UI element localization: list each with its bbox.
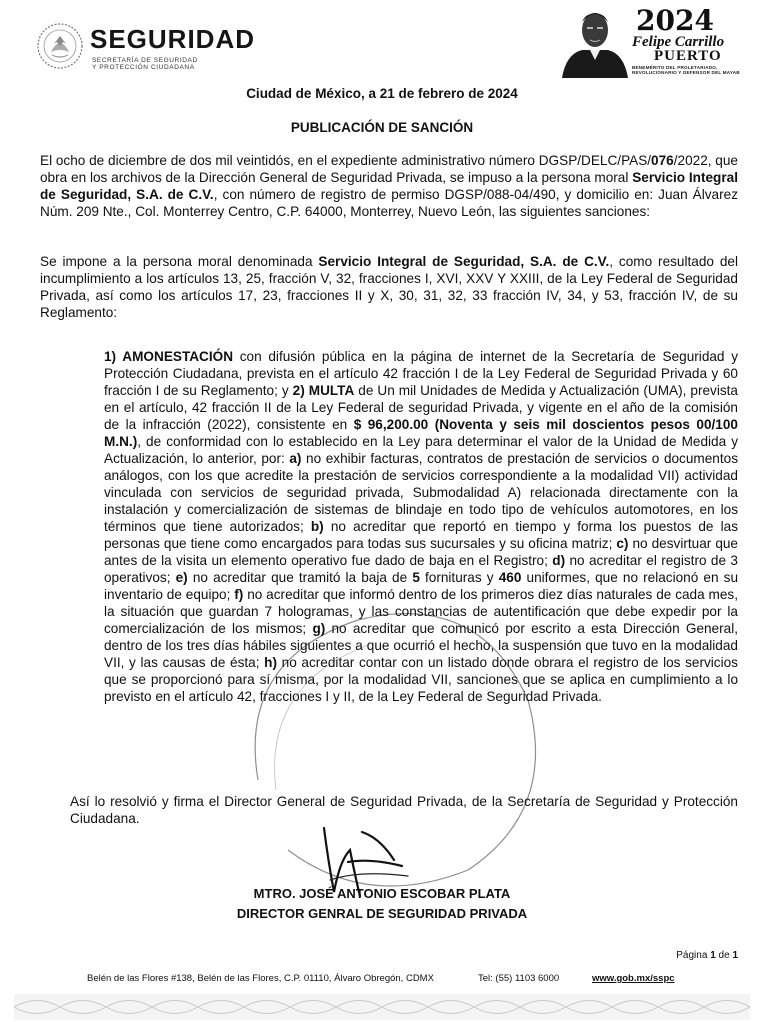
- sspc-logo: [36, 22, 276, 72]
- page-separator: de: [715, 950, 733, 961]
- text-run: no desvirtuar que antes de la visita un elemento operativo fue dado de baja en el Registro;: [104, 536, 738, 568]
- honoree-name-line1: Felipe Carrillo: [632, 34, 725, 50]
- brand-name: SEGURIDAD: [90, 24, 256, 54]
- year-label: 2024: [636, 4, 714, 37]
- text-run: , como resultado del incumplimiento a los artículos 13, 25, fracción V, 32, fracciones I, XVI, XXV Y XXIII, de la Ley Federal de Seguridad Privada, así como los artículos 17, 23, fracciones II y X, 30, 31, 32, 33 fracción IV, 34, y 53, fracción IV, de su Reglamento:: [40, 254, 738, 320]
- honoree-tagline-line2: REVOLUCIONARIO Y DEFENSOR DEL MAYAB: [632, 70, 740, 75]
- signatory-name: MTRO. JOSÉ ANTONIO ESCOBAR PLATA: [253, 886, 511, 901]
- page-number: [676, 950, 738, 961]
- item-label-f: f): [234, 587, 244, 602]
- brand-subtitle-line1: SECRETARÍA DE SEGURIDAD: [92, 57, 198, 64]
- text-run: no acreditar el registro de 3 operativos;: [104, 553, 738, 585]
- place-and-date: Ciudad de México, a 21 de febrero de 2024: [246, 86, 518, 101]
- text-run: /2022, que obra en los archivos de la Dirección General de Seguridad Privada, se impuso a la persona moral: [40, 153, 738, 185]
- text-run: , de conformidad con lo establecido en la Ley para determinar el valor de la Unidad de Medida y Actualización, lo anterior, por:: [104, 434, 738, 466]
- text-run: , con número de registro de permiso DGSP/088-04/490, y domicilio en: Juan Álvarez Núm. 209 Nte., Col. Monterrey Centro, C.P. 64000, Monterrey, Nuevo León, las siguientes sanciones:: [40, 187, 738, 219]
- footer-website-link[interactable]: www.gob.mx/sspc: [592, 973, 675, 984]
- company-name: Servicio Integral de Seguridad, S.A. de C.V.: [40, 170, 738, 202]
- text-run: fornituras y: [419, 570, 499, 585]
- text-run: no exhibir facturas, contratos de prestación de servicios o documentos análogos, con los que acredite la prestación de servicios correspondiente a la modalidad VII) actividad vinculada con servicios de seguridad privada, Submodalidad A) relacionada directamente con la instalación y comercialización de sistemas de blindaje en todo tipo de vehículos automotores, en los términos que tiene autorizados;: [104, 451, 738, 534]
- text-run: uniformes, que no relacionó en su inventario de equipo;: [104, 570, 739, 602]
- text-run: El ocho de diciembre de dos mil veintidós, en el expediente administrativo número DGSP/DELC/PAS/: [40, 153, 652, 168]
- item-label-b: b): [310, 519, 324, 534]
- text-run: no acreditar que informó dentro de los primeros diez días naturales de cada mes, la situación que guardan 7 hologramas, y las constancias de autentificación que debe expedir por la comercialización de los mismos;: [104, 587, 738, 636]
- count-uniformes: 460: [498, 570, 522, 585]
- brand-subtitle-line2: Y PROTECCIÓN CIUDADANA: [92, 64, 195, 71]
- document-title: PUBLICACIÓN DE SANCIÓN: [290, 120, 474, 135]
- commemorative-year-logo: [560, 4, 740, 78]
- footer-phone: Tel: (55) 1103 6000: [478, 973, 560, 984]
- item-label-a: a): [289, 451, 302, 466]
- count-fornituras: 5: [412, 570, 420, 585]
- item-label-e: e): [175, 570, 188, 585]
- page-label: Página: [676, 950, 711, 961]
- item-label-h: h): [264, 655, 277, 670]
- letterhead: [0, 0, 764, 85]
- item-label-d: d): [552, 553, 566, 568]
- national-seal-icon: [36, 22, 84, 70]
- intro-paragraph: [40, 152, 738, 220]
- text-run: no acreditar que tramitó la baja de: [187, 570, 413, 585]
- signatory-role: DIRECTOR GENRAL DE SEGURIDAD PRIVADA: [236, 906, 528, 921]
- company-name: Servicio Integral de Seguridad, S.A. de C.V.: [318, 254, 610, 269]
- honoree-name-line2: PUERTO: [654, 48, 722, 64]
- text-run: no acreditar que comunicó por escrito a esta Dirección General, dentro de los tres días hábiles siguientes a que ocurrió el hecho, la suspensión que tuvo en la modalidad VII, y las causas de ésta;: [104, 621, 739, 670]
- text-run: Se impone a la persona moral denominada: [40, 254, 319, 269]
- fine-amount: $ 96,200.00 (Noventa y seis mil doscientos pesos 00/100 M.N.): [104, 417, 738, 449]
- closing-paragraph: Así lo resolvió y firma el Director General de Seguridad Privada, de la Secretaría de Seguridad y Protección Ciudadana.: [70, 794, 738, 826]
- page-footer: [0, 973, 764, 987]
- footer-address: Belén de las Flores #138, Belén de las Flores, C.P. 01110, Álvaro Obregón, CDMX: [87, 973, 434, 984]
- sanction-basis-paragraph: [40, 253, 738, 321]
- text-run: no acreditar que reportó en tiempo y forma los puestos de las personas que tiene como encargados para todas sus sucursales y su oficina matriz;: [104, 519, 738, 551]
- item-label-c: c): [616, 536, 629, 551]
- honoree-tagline-line1: BENEMÉRITO DEL PROLETARIADO,: [632, 65, 718, 70]
- sanction-2-label: 2) MULTA: [292, 383, 355, 398]
- sanction-1-label: 1) AMONESTACIÓN: [104, 349, 234, 364]
- sanctions-detail-paragraph: [104, 348, 738, 705]
- text-run: no acreditar contar con un listado donde obrara el registro de los servicios que se proporcionó para sí misma, por la modalidad VII, sanciones que se aplica en cumplimiento a lo previsto en el artículo 42, fracciones I y II, de la Ley Federal de Seguridad Privada.: [104, 655, 738, 704]
- text-run: con difusión pública en la página de internet de la Secretaría de Seguridad y Protección Ciudadana, prevista en el artículo 42 fracción I de la Ley Federal de Seguridad Privada y 60 fracción I de su Reglamento; y: [104, 349, 738, 398]
- decorative-pattern-band: [14, 994, 750, 1020]
- case-number: 076: [651, 153, 674, 168]
- page-current: 1: [710, 950, 716, 961]
- page-total: 1: [732, 950, 738, 961]
- portrait-image: [560, 4, 630, 78]
- item-label-g: g): [312, 621, 326, 636]
- text-run: de Un mil Unidades de Medida y Actualización (UMA), prevista en el artículo, 42 fracción II de la Ley Federal de seguridad Privada, y vigente en el año de la comisión de la infracción (2022), consistente en: [104, 383, 738, 432]
